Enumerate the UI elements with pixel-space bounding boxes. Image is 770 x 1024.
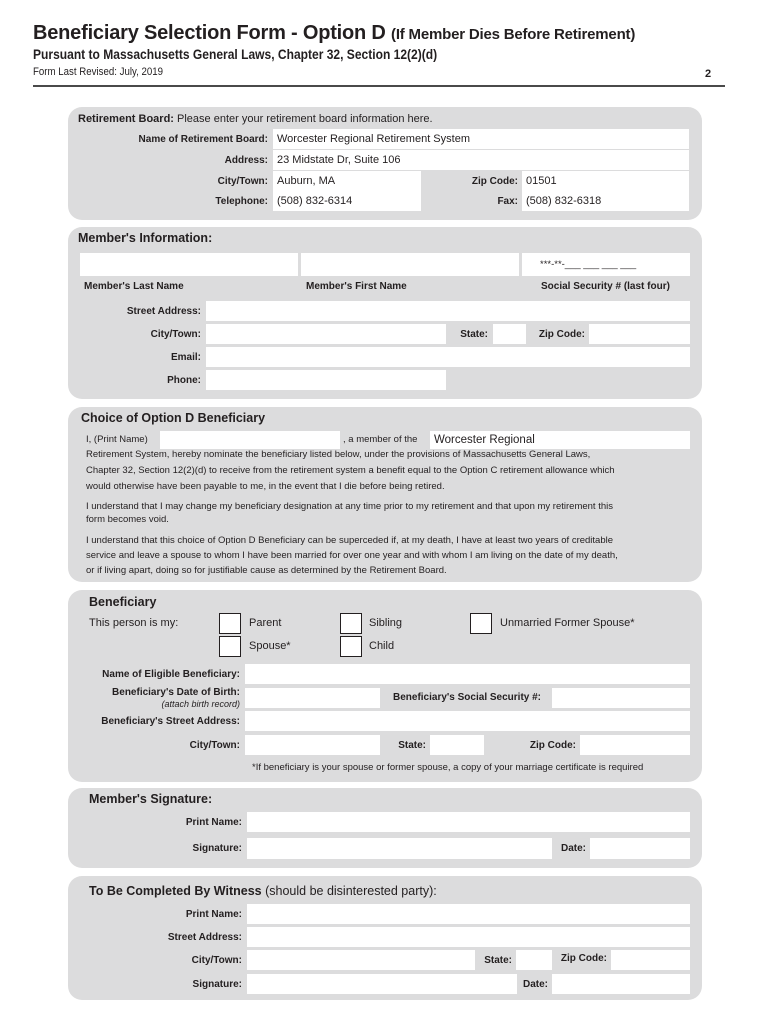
beneficiary-ssn-field[interactable]	[552, 688, 690, 708]
witness-date-field[interactable]	[552, 974, 690, 994]
board-city-label: City/Town:	[217, 176, 268, 187]
child-checkbox[interactable]	[340, 636, 362, 657]
witness-heading-note: (should be disinterested party):	[265, 884, 437, 898]
witness-state-field[interactable]	[516, 950, 552, 970]
beneficiary-relation-label: This person is my:	[89, 617, 179, 629]
member-email-field[interactable]	[206, 347, 690, 367]
board-address-label: Address:	[224, 155, 268, 166]
form-title-main: Beneficiary Selection Form - Option D	[33, 22, 386, 44]
beneficiary-name-label: Name of Eligible Beneficiary:	[102, 669, 240, 680]
board-address-field[interactable]	[273, 150, 689, 170]
member-street-label: Street Address:	[126, 306, 201, 317]
beneficiary-street-label: Beneficiary's Street Address:	[101, 716, 240, 727]
beneficiary-ssn-label: Beneficiary's Social Security #:	[393, 692, 542, 703]
choice-print-name-label: I, (Print Name)	[86, 434, 148, 445]
witness-print-name-label: Print Name:	[185, 909, 242, 920]
board-city-value: Auburn, MA	[277, 175, 336, 187]
member-sig-date-label: Date:	[560, 843, 586, 854]
board-fax-label: Fax:	[497, 196, 518, 207]
child-checkbox-label: Child	[369, 640, 395, 652]
board-telephone-field[interactable]	[273, 191, 421, 211]
member-street-field[interactable]	[206, 301, 690, 321]
choice-para3-line3: or if living apart, doing so for justifiable cause as determined by the Retirement Board.	[86, 565, 447, 576]
witness-heading-row	[89, 884, 437, 898]
member-last-name-label: Member's Last Name	[84, 281, 184, 292]
member-ssn-mask: ***-**-___ ___ ___ ___	[540, 259, 637, 270]
witness-print-name-field[interactable]	[247, 904, 690, 924]
member-phone-field[interactable]	[206, 370, 446, 390]
member-email-label: Email:	[170, 352, 201, 363]
choice-member-of-label: , a member of the	[343, 434, 418, 445]
member-state-label: State:	[460, 329, 488, 340]
choice-para3-line2: service and leave a spouse to whom I have been married for over one year and with whom I am living on the date of my death,	[86, 550, 618, 561]
header-divider	[33, 85, 725, 87]
member-last-name-field[interactable]	[80, 253, 298, 276]
parent-checkbox-label: Parent	[249, 617, 282, 629]
beneficiary-street-field[interactable]	[245, 711, 690, 731]
witness-street-field[interactable]	[247, 927, 690, 947]
board-telephone-label: Telephone:	[215, 196, 268, 207]
sibling-checkbox-label: Sibling	[369, 617, 403, 629]
board-name-label: Name of Retirement Board:	[138, 134, 268, 145]
member-first-name-field[interactable]	[301, 253, 519, 276]
witness-city-field[interactable]	[247, 950, 475, 970]
form-title-sub: (If Member Dies Before Retirement)	[391, 26, 636, 43]
board-zip-value: 01501	[526, 175, 557, 187]
board-zip-label: Zip Code:	[471, 176, 518, 187]
beneficiary-dob-field[interactable]	[245, 688, 380, 708]
retirement-board-instructions: Please enter your retirement board information here.	[177, 113, 433, 125]
beneficiary-dob-note: (attach birth record)	[161, 699, 240, 709]
page-number: 2	[705, 68, 712, 80]
member-info-heading: Member's Information:	[78, 231, 213, 245]
member-sig-signature-label: Signature:	[192, 843, 242, 854]
member-city-label: City/Town:	[150, 329, 201, 340]
beneficiary-zip-field[interactable]	[580, 735, 690, 755]
member-zip-label: Zip Code:	[538, 329, 585, 340]
witness-state-label: State:	[484, 955, 512, 966]
member-ssn-field[interactable]	[522, 253, 690, 276]
sibling-checkbox[interactable]	[340, 613, 362, 634]
choice-para1-line3: would otherwise have been payable to me, in the event that I die before being retired.	[86, 481, 445, 492]
spouse-checkbox[interactable]	[219, 636, 241, 657]
form-title	[33, 22, 635, 45]
witness-heading: To Be Completed By Witness	[89, 884, 262, 898]
beneficiary-heading: Beneficiary	[89, 595, 157, 609]
beneficiary-dob-label: Beneficiary's Date of Birth:	[112, 687, 240, 698]
beneficiary-name-field[interactable]	[245, 664, 690, 684]
board-telephone-value: (508) 832-6314	[277, 195, 353, 207]
choice-retirement-system-value: Worcester Regional	[434, 434, 535, 446]
member-first-name-label: Member's First Name	[306, 281, 407, 292]
board-city-field[interactable]	[273, 171, 421, 191]
board-name-value: Worcester Regional Retirement System	[277, 133, 470, 145]
choice-para1-line2: Chapter 32, Section 12(2)(d) to receive from the retirement system a benefit equal to the Option C retirement allowance which	[86, 465, 615, 476]
unmarried-former-spouse-checkbox[interactable]	[470, 613, 492, 634]
member-city-field[interactable]	[206, 324, 446, 344]
beneficiary-state-field[interactable]	[430, 735, 484, 755]
member-sig-print-name-label: Print Name:	[185, 817, 242, 828]
witness-signature-label: Signature:	[192, 979, 242, 990]
retirement-board-heading-row	[78, 113, 433, 125]
member-signature-heading: Member's Signature:	[89, 792, 213, 806]
member-zip-field[interactable]	[589, 324, 690, 344]
spouse-checkbox-label: Spouse*	[249, 640, 291, 652]
choice-heading: Choice of Option D Beneficiary	[81, 411, 266, 425]
member-ssn-label: Social Security # (last four)	[541, 281, 670, 292]
board-address-value: 23 Midstate Dr, Suite 106	[277, 154, 401, 166]
form-revised-date: Form Last Revised: July, 2019	[33, 66, 164, 78]
board-fax-field[interactable]	[522, 191, 689, 211]
choice-para2-line1: I understand that I may change my beneficiary designation at any time prior to my retirement and that upon my retirement this	[86, 501, 613, 512]
witness-date-label: Date:	[522, 979, 548, 990]
beneficiary-footnote: *If beneficiary is your spouse or former spouse, a copy of your marriage certificate is required	[252, 762, 644, 773]
witness-zip-field[interactable]	[611, 950, 690, 970]
board-zip-field[interactable]	[522, 171, 689, 191]
beneficiary-city-field[interactable]	[245, 735, 380, 755]
form-subtitle: Pursuant to Massachusetts General Laws, Chapter 32, Section 12(2)(d)	[33, 46, 438, 62]
choice-para3-line1: I understand that this choice of Option D Beneficiary can be superceded if, at my death, I have at least two years of creditable	[86, 535, 614, 546]
choice-para2-line2: form becomes void.	[86, 514, 169, 525]
witness-zip-label: Zip Code:	[560, 953, 607, 964]
witness-street-label: Street Address:	[167, 932, 242, 943]
member-sig-print-name-field[interactable]	[247, 812, 690, 832]
parent-checkbox[interactable]	[219, 613, 241, 634]
witness-signature-field[interactable]	[247, 974, 517, 994]
unmarried-former-spouse-checkbox-label: Unmarried Former Spouse*	[500, 617, 635, 629]
board-name-field[interactable]	[273, 129, 689, 149]
member-state-field[interactable]	[493, 324, 526, 344]
beneficiary-state-label: State:	[398, 740, 426, 751]
witness-city-label: City/Town:	[191, 955, 242, 966]
retirement-board-heading: Retirement Board:	[78, 113, 174, 125]
board-fax-value: (508) 832-6318	[526, 195, 602, 207]
member-sig-signature-field[interactable]	[247, 838, 552, 859]
beneficiary-city-label: City/Town:	[189, 740, 240, 751]
member-phone-label: Phone:	[167, 375, 201, 386]
choice-para1-line1: Retirement System, hereby nominate the beneficiary listed below, under the provisions of Massachusetts General Laws,	[86, 449, 591, 460]
member-sig-date-field[interactable]	[590, 838, 690, 859]
beneficiary-zip-label: Zip Code:	[529, 740, 576, 751]
